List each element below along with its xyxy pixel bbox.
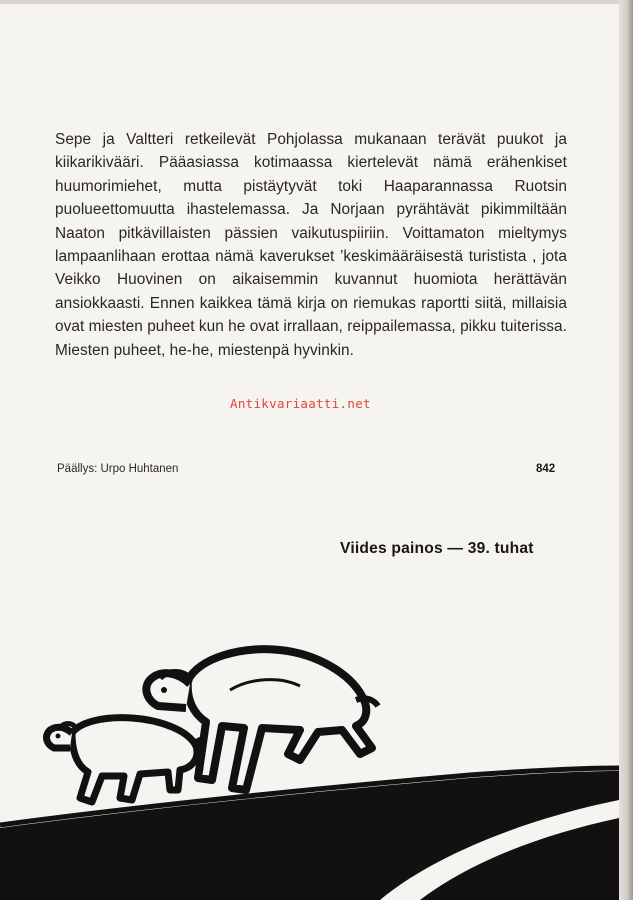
small-sheep bbox=[47, 718, 208, 802]
cover-top-edge bbox=[0, 0, 633, 4]
catalog-number: 842 bbox=[536, 463, 556, 475]
cover-spine-edge bbox=[619, 0, 633, 900]
cover-credit: Päällys: Urpo Huhtanen bbox=[57, 463, 179, 475]
edition-note: Viides painos — 39. tuhat bbox=[340, 540, 534, 557]
two-leaping-sheep-icon bbox=[0, 630, 619, 900]
blurb-text: Sepe ja Valtteri retkeilevät Pohjolassa mukanaan terävät puukot ja kiikarikivääri. Pääasiassa kotimaassa kiertelevät nämä erähenkiset huumorimiehet, mutta pistäytyvät toki Haaparannassa Ruotsin puolueettomuutta ihastelemassa. Ja Norjaan pyrähtävät pikimmiltään Naaton pitkävillaisten pässien vaikutuspiiriin. Voittamaton mieltymys lampaanlihaan erottaa nämä kaverukset ’keskimääräisestä turistista , jota Veikko Huovinen on aikaisemmin kuvannut huomiota herättävän ansiokkaasti. Ennen kaikkea tämä kirja on riemukas raportti siitä, millaisia ovat miesten puheet kun he ovat irrallaan, reippailemassa, pikku tuiterissa. Miesten puheet, he-he, miestenpä hyvinkin. bbox=[55, 131, 567, 359]
watermark: Antikvariaatti.net bbox=[230, 396, 371, 411]
